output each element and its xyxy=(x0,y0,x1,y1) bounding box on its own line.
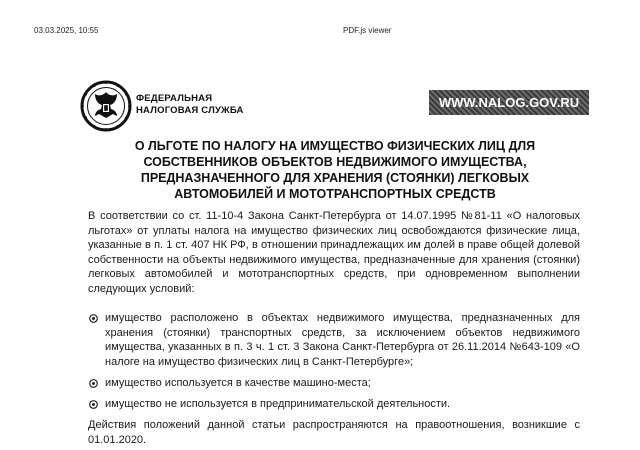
print-app-name: PDF.js viewer xyxy=(343,26,392,35)
condition-text: имущество используется в качестве машино-места; xyxy=(105,377,371,390)
condition-text: имущество расположено в объектах недвижимого имущества, предназначенных для хранения (стоянки) транспортных средств, за исключением объектов недвижимого имущества, указанных в п. 3 ч. 1 ст. 3 Закона Санкт-Петербурга от 26.11.2014 №643-109 «О налоге на имущество физических лиц в Санкт-Петербурге»; xyxy=(105,312,580,368)
conditions-list xyxy=(88,311,580,419)
document-title xyxy=(100,138,570,202)
list-item xyxy=(88,376,580,391)
print-header xyxy=(0,26,640,38)
title-line: О ЛЬГОТЕ ПО НАЛОГУ НА ИМУЩЕСТВО ФИЗИЧЕСКИХ ЛИЦ ДЛЯ xyxy=(134,139,536,153)
agency-name-line: ФЕДЕРАЛЬНАЯ xyxy=(136,93,213,104)
outro-paragraph: Действия положений данной статьи распространяются на правоотношения, возникшие с 01.01.2020. xyxy=(88,419,580,446)
agency-name xyxy=(136,93,244,117)
site-banner: WWW.NALOG.GOV.RU xyxy=(429,90,589,115)
print-datetime: 03.03.2025, 10:55 xyxy=(34,26,99,35)
fns-emblem-icon xyxy=(80,80,132,132)
bullet-icon xyxy=(89,400,98,409)
agency-name-line: НАЛОГОВАЯ СЛУЖБА xyxy=(136,105,244,116)
title-line: ПРЕДНАЗНАЧЕННОГО ДЛЯ ХРАНЕНИЯ (СТОЯНКИ) ЛЕГКОВЫХ xyxy=(140,171,530,185)
bullet-icon xyxy=(89,314,98,323)
list-item xyxy=(88,397,580,412)
intro-paragraph: В соответствии со ст. 11-10-4 Закона Санкт-Петербурга от 14.07.1995 №81-11 «О налоговых льготах» от уплаты налога на имущество физических лиц освобождаются физические лица, указанные в п. 1 ст. 407 НК РФ, в отношении принадлежащих им долей в праве общей долевой собственности на объекты недвижимого имущества, предназначенные для хранения (стоянки) легковых автомобилей и мототранспортных средств, при одновременном выполнении следующих условий: xyxy=(88,210,580,295)
title-line: АВТОМОБИЛЕЙ И МОТОТРАНСПОРТНЫХ СРЕДСТВ xyxy=(174,187,496,201)
list-item xyxy=(88,311,580,369)
title-line: СОБСТВЕННИКОВ ОБЪЕКТОВ НЕДВИЖИМОГО ИМУЩЕСТВА, xyxy=(143,155,527,169)
bullet-icon xyxy=(89,379,98,388)
condition-text: имущество не используется в предпринимательской деятельности. xyxy=(105,397,451,410)
